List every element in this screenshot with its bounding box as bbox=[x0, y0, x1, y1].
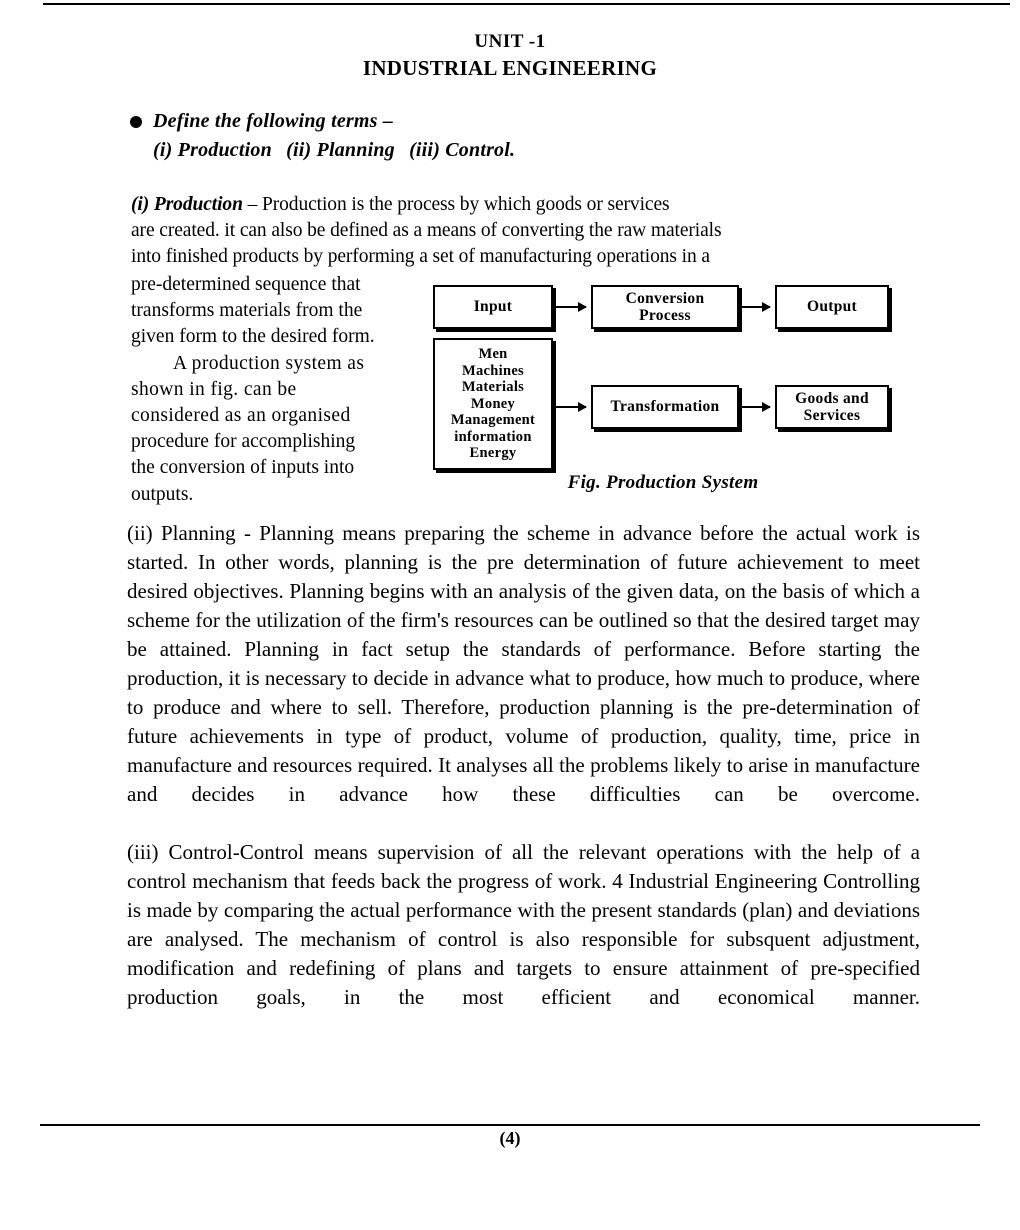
production-col-line-2: transforms materials from the bbox=[131, 300, 363, 322]
diagram-box-output: Output bbox=[775, 285, 889, 329]
bottom-horizontal-rule bbox=[40, 1124, 980, 1126]
production-intro bbox=[131, 192, 893, 270]
diagram-box-input: Input bbox=[433, 285, 553, 329]
question-items bbox=[153, 136, 730, 165]
production-system-diagram bbox=[433, 285, 893, 500]
production-col-line-7: procedure for accomplishing bbox=[131, 431, 356, 453]
production-intro-text-1: Production is the process by which goods or services bbox=[262, 194, 670, 215]
production-col-line-8: the conversion of inputs into bbox=[131, 457, 355, 479]
production-col-line-5: shown in fig. can be bbox=[131, 378, 297, 400]
diagram-box-goods-and-services: Goods and Services bbox=[775, 385, 889, 429]
diagram-box-conversion-process: Conversion Process bbox=[591, 285, 739, 329]
production-intro-line-1 bbox=[131, 192, 893, 218]
bullet-point-icon bbox=[130, 116, 142, 128]
arrow-input-to-conversion bbox=[556, 306, 586, 308]
question-item-2: (ii) Planning bbox=[286, 139, 395, 161]
question-block bbox=[130, 107, 730, 165]
production-intro-line-3: into finished products by performing a set of manufacturing operations in a bbox=[131, 246, 710, 267]
arrow-conversion-to-output bbox=[742, 306, 770, 308]
production-intro-line-2: are created. it can also be defined as a means of converting the raw materials bbox=[131, 220, 722, 241]
top-horizontal-rule bbox=[43, 3, 1010, 5]
diagram-box-transformation: Transformation bbox=[591, 385, 739, 429]
production-col-line-6: considered as an organised bbox=[131, 405, 351, 427]
production-col-line-9: outputs. bbox=[131, 483, 194, 505]
question-prompt-row bbox=[130, 107, 730, 136]
production-col-line-1: pre-determined sequence that bbox=[131, 274, 361, 295]
unit-title: UNIT -1 bbox=[474, 31, 546, 52]
page-number: (4) bbox=[499, 1128, 521, 1148]
body-text-block bbox=[127, 519, 920, 1041]
production-col-line-3: given form to the desired form. bbox=[131, 326, 375, 348]
subject-title: INDUSTRIAL ENGINEERING bbox=[362, 56, 658, 80]
diagram-box-resources: Men Machines Materials Money Management information Energy bbox=[433, 338, 553, 470]
page-title-block bbox=[0, 30, 1020, 82]
planning-paragraph: (ii) Planning - Planning means preparing the scheme in advance before the actual work is started. In other words, planning is the pre determination of future achievement to meet desired objectives. Planning begins with an analysis of the given data, on the basis of which a scheme for the utilization of the firm's resources can be outlined so that the desired target may be attained. Planning in fact setup the standards of performance. Before starting the production, it is necessary to decide in advance what to produce, how much to produce, where to produce and where to sell. Therefore, production planning is the pre-determination of future achievements in type of product, volume of production, quality, time, price in manufacture and resources required. It analyses all the problems likely to arise in manufacture and decides in advance how these difficulties can be overcome. bbox=[127, 521, 920, 806]
production-col-line-4: A production system as bbox=[173, 352, 365, 374]
arrow-transformation-to-goods bbox=[742, 406, 770, 408]
control-paragraph: (iii) Control-Control means supervision of all the relevant operations with the help of a control mechanism that feeds back the progress of work. 4 Industrial Engineering Controlling is made by comparing the actual performance with the present standards (plan) and deviations are analysed. The mechanism of control is also responsible for subsquent adjustment, modification and redefining of plans and targets to ensure attainment of pre-specified production goals, in the most efficient and economical manner. bbox=[127, 840, 920, 1009]
question-item-3: (iii) Control. bbox=[409, 139, 516, 161]
question-prompt: Define the following terms – bbox=[153, 110, 394, 132]
figure-caption: Fig. Production System bbox=[567, 472, 759, 493]
production-left-column bbox=[131, 272, 426, 508]
question-item-1: (i) Production bbox=[153, 139, 272, 161]
production-dash: – bbox=[242, 194, 263, 215]
production-lead-label: (i) Production bbox=[131, 194, 243, 215]
arrow-resources-to-transformation bbox=[556, 406, 586, 408]
